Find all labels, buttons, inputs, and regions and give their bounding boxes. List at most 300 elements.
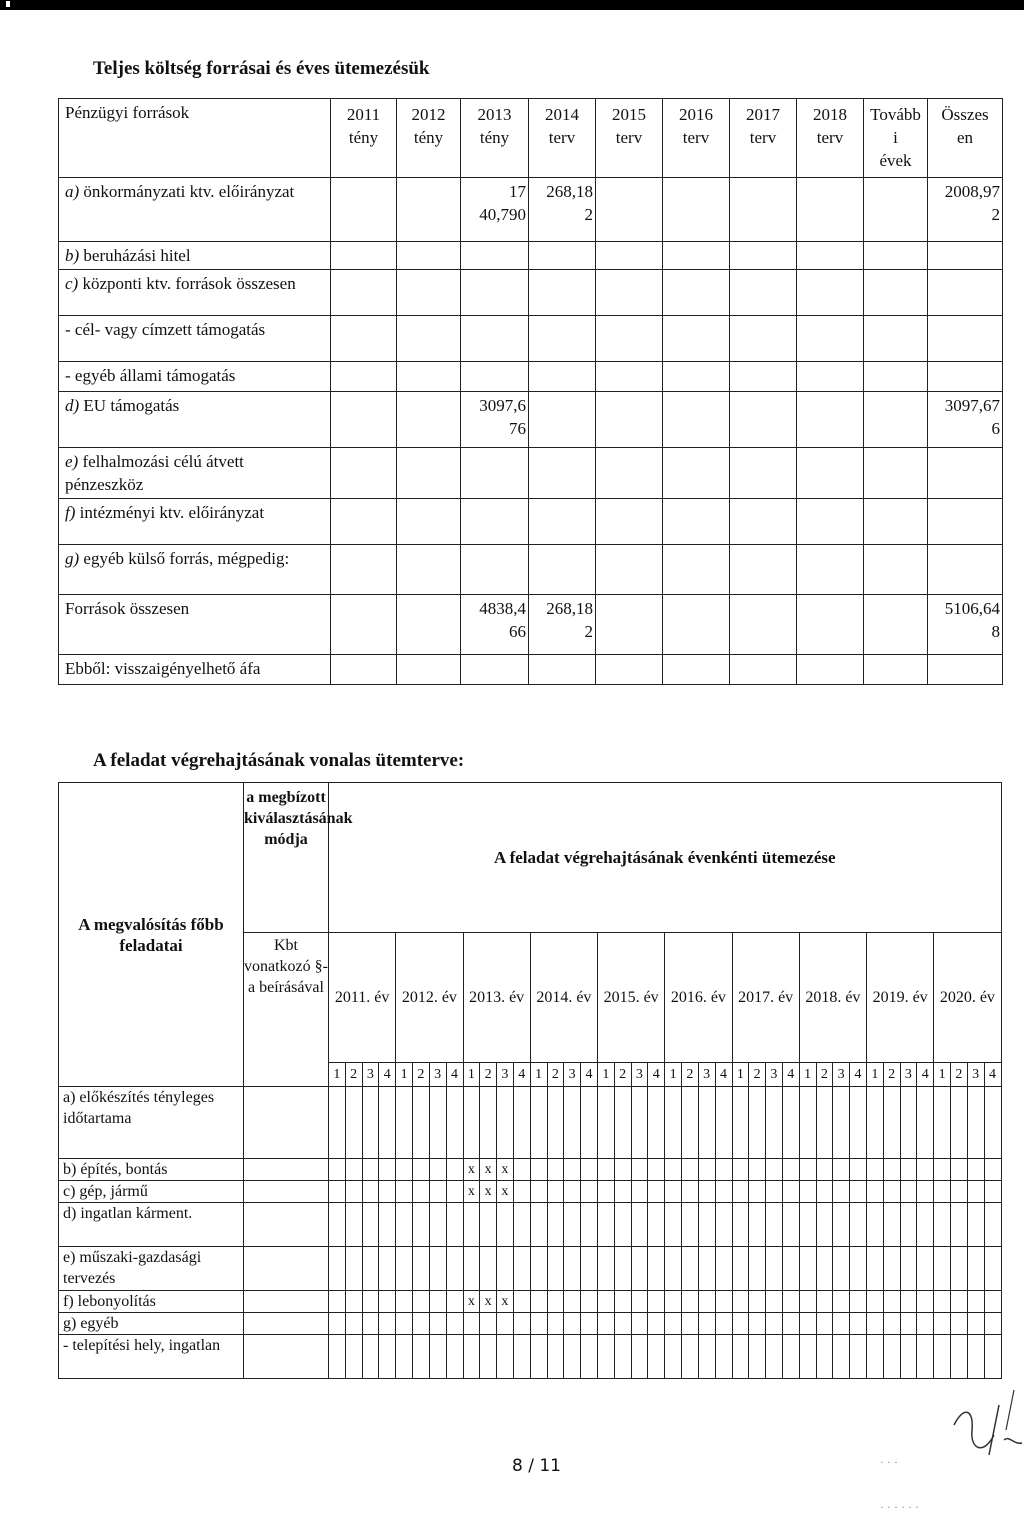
schedule-cell [682,1247,699,1291]
value-cell [331,595,397,655]
schedule-cell [379,1247,396,1291]
schedule-cell [530,1247,547,1291]
schedule-mark: x [463,1291,480,1313]
schedule-cell [362,1181,379,1203]
source-label: d) EU támogatás [59,392,331,448]
value-cell [596,362,663,392]
schedule-cell [648,1181,665,1203]
schedule-cell [547,1291,564,1313]
signature-mark [944,1385,1024,1465]
value-cell [331,499,397,545]
task-row [59,1203,1002,1247]
value-cell [663,545,730,595]
value-cell [797,499,864,545]
schedule-cell [446,1335,463,1379]
value-cell [663,316,730,362]
schedule-cell [782,1335,799,1379]
quarter-cell: 4 [917,1063,934,1087]
schedule-cell [581,1159,598,1181]
schedule-cell [463,1087,480,1159]
year-header-cell: 2015 terv [596,99,663,178]
value-cell [529,242,596,270]
schedule-cell [984,1159,1001,1181]
schedule-cell [934,1181,951,1203]
value-cell [663,448,730,499]
schedule-cell [345,1159,362,1181]
schedule-cell [867,1181,884,1203]
schedule-cell [883,1335,900,1379]
source-row [59,242,1003,270]
schedule-cell [850,1087,867,1159]
schedule-cell [850,1313,867,1335]
schedule-cell [581,1335,598,1379]
quarter-cell: 2 [951,1063,968,1087]
schedule-cell [497,1087,514,1159]
schedule-cell [698,1159,715,1181]
schedule-cell [530,1087,547,1159]
quarter-cell: 3 [766,1063,783,1087]
schedule-cell [682,1335,699,1379]
schedule-cell [396,1159,413,1181]
schedule-cell [362,1159,379,1181]
value-cell [864,392,928,448]
schedule-cell [850,1159,867,1181]
year-header-cell: 2016 terv [663,99,730,178]
schedule-cell [766,1087,783,1159]
schedule-cell [833,1247,850,1291]
schedule-cell [967,1203,984,1247]
schedule-cell [715,1181,732,1203]
value-cell [797,655,864,685]
value-cell [797,595,864,655]
value-cell [461,499,529,545]
schedule-cell [513,1087,530,1159]
source-row [59,316,1003,362]
schedule-cell [782,1247,799,1291]
schedule-cell [715,1247,732,1291]
value-cell [331,545,397,595]
schedule-cell [345,1181,362,1203]
schedule-cell [530,1203,547,1247]
quarter-cell: 3 [631,1063,648,1087]
quarter-cell: 3 [497,1063,514,1087]
value-cell [397,270,461,316]
value-cell: 268,18 2 [529,178,596,242]
schedule-cell [984,1181,1001,1203]
schedule-cell [598,1247,615,1291]
value-cell: 2008,97 2 [928,178,1003,242]
schedule-cell [883,1181,900,1203]
schedule-cell [429,1313,446,1335]
schedule-cell [833,1181,850,1203]
quarter-cell: 4 [379,1063,396,1087]
schedule-cell [497,1203,514,1247]
value-cell [663,270,730,316]
schedule-cell [799,1203,816,1247]
kbt-header: Kbt vonatkozó §-a beírásával [244,933,329,1087]
schedule-cell [530,1159,547,1181]
value-cell [663,362,730,392]
task-row [59,1291,1002,1313]
schedule-cell [329,1087,346,1159]
schedule-cell [951,1203,968,1247]
task-mode-cell [244,1313,329,1335]
schedule-cell [816,1159,833,1181]
schedule-cell [833,1335,850,1379]
schedule-cell [345,1335,362,1379]
schedule-cell [413,1087,430,1159]
schedule-mark: x [480,1181,497,1203]
quarter-cell: 2 [614,1063,631,1087]
value-cell [663,595,730,655]
sources-title: Teljes költség forrásai és éves ütemezésük [93,58,430,79]
value-cell [397,545,461,595]
task-row [59,1247,1002,1291]
schedule-mark: x [497,1159,514,1181]
schedule-cell [917,1087,934,1159]
value-cell [529,545,596,595]
schedule-cell [867,1313,884,1335]
schedule-cell [648,1159,665,1181]
schedule-cell [547,1203,564,1247]
schedule-cell [732,1291,749,1313]
schedule-cell [917,1313,934,1335]
value-cell [730,242,797,270]
schedule-mark: x [480,1159,497,1181]
quarter-cell: 3 [698,1063,715,1087]
schedule-cell [429,1291,446,1313]
schedule-cell [413,1181,430,1203]
year-cell: 2017. év [732,933,799,1063]
schedule-cell [665,1181,682,1203]
schedule-title: A feladat végrehajtásának vonalas ütemterve: [93,750,465,771]
schedule-cell [648,1203,665,1247]
schedule-cell [513,1159,530,1181]
schedule-cell [665,1203,682,1247]
source-row [59,178,1003,242]
schedule-cell [867,1291,884,1313]
schedule-cell [463,1203,480,1247]
schedule-cell [951,1291,968,1313]
value-cell [331,448,397,499]
schedule-cell [513,1203,530,1247]
task-label: e) műszaki-gazdasági tervezés [59,1247,244,1291]
schedule-cell [446,1087,463,1159]
value-cell [397,595,461,655]
task-label: g) egyéb [59,1313,244,1335]
schedule-cell [715,1159,732,1181]
schedule-cell [614,1335,631,1379]
schedule-cell [379,1087,396,1159]
schedule-cell [614,1313,631,1335]
schedule-cell [530,1181,547,1203]
schedule-cell [917,1159,934,1181]
schedule-cell [564,1181,581,1203]
value-cell [331,270,397,316]
source-label: e) felhalmozási célú átvett pénzeszköz [59,448,331,499]
task-row [59,1313,1002,1335]
schedule-cell [867,1247,884,1291]
schedule-cell [429,1203,446,1247]
value-cell [663,242,730,270]
schedule-cell [564,1313,581,1335]
schedule-cell [715,1291,732,1313]
schedule-cell [984,1203,1001,1247]
schedule-cell [799,1291,816,1313]
schedule-cell [732,1335,749,1379]
quarter-cell: 2 [480,1063,497,1087]
schedule-mark: x [497,1181,514,1203]
decorative-dots: · · · [880,1455,898,1469]
value-cell [797,545,864,595]
corner-mark [6,1,10,7]
task-mode-cell [244,1291,329,1313]
quarter-cell: 4 [984,1063,1001,1087]
value-cell [461,242,529,270]
value-cell: 4838,4 66 [461,595,529,655]
schedule-cell [396,1181,413,1203]
schedule-cell [446,1247,463,1291]
schedule-cell [631,1313,648,1335]
task-row [59,1181,1002,1203]
year-header-cell: 2017 terv [730,99,797,178]
value-cell [529,392,596,448]
schedule-cell [429,1159,446,1181]
quarter-cell: 3 [429,1063,446,1087]
value-cell [864,545,928,595]
quarter-cell: 4 [446,1063,463,1087]
value-cell [928,499,1003,545]
schedule-cell [480,1087,497,1159]
schedule-cell [413,1159,430,1181]
schedule-cell [497,1313,514,1335]
value-cell [397,362,461,392]
schedule-cell [850,1181,867,1203]
schedule-cell [480,1203,497,1247]
value-cell [596,242,663,270]
schedule-header-row [59,783,1002,933]
schedule-cell [429,1181,446,1203]
schedule-cell [480,1247,497,1291]
schedule-cell [329,1291,346,1313]
value-cell [397,242,461,270]
value-cell [461,316,529,362]
schedule-cell [329,1313,346,1335]
schedule-cell [379,1291,396,1313]
value-cell [730,655,797,685]
schedule-cell [799,1247,816,1291]
header-label: Pénzügyi források [59,99,331,178]
schedule-cell [614,1087,631,1159]
value-cell [331,362,397,392]
quarter-cell: 4 [782,1063,799,1087]
schedule-cell [379,1203,396,1247]
schedule-cell [329,1335,346,1379]
schedule-cell [833,1291,850,1313]
value-cell [461,545,529,595]
schedule-cell [396,1203,413,1247]
value-cell [928,655,1003,685]
value-cell [663,499,730,545]
schedule-cell [631,1203,648,1247]
schedule-cell [648,1247,665,1291]
schedule-cell [984,1335,1001,1379]
source-row [59,362,1003,392]
schedule-cell [463,1247,480,1291]
source-row [59,392,1003,448]
schedule-cell [732,1203,749,1247]
schedule-cell [547,1159,564,1181]
quarter-cell: 1 [329,1063,346,1087]
quarter-cell: 3 [362,1063,379,1087]
top-black-band [0,0,1024,10]
schedule-cell [951,1335,968,1379]
schedule-cell [833,1313,850,1335]
schedule-cell [614,1203,631,1247]
quarter-cell: 1 [934,1063,951,1087]
schedule-cell [429,1247,446,1291]
value-cell [730,545,797,595]
value-cell [529,270,596,316]
schedule-cell [598,1181,615,1203]
value-cell [797,448,864,499]
schedule-cell [715,1335,732,1379]
schedule-cell [850,1203,867,1247]
quarter-cell: 2 [816,1063,833,1087]
schedule-cell [362,1203,379,1247]
value-cell [663,178,730,242]
value-cell [461,655,529,685]
schedule-cell [917,1203,934,1247]
value-cell [461,448,529,499]
schedule-cell [799,1335,816,1379]
schedule-cell [917,1247,934,1291]
schedule-cell [732,1313,749,1335]
schedule-cell [732,1159,749,1181]
value-cell [797,178,864,242]
year-cell: 2011. év [329,933,396,1063]
schedule-cell [648,1087,665,1159]
schedule-cell [749,1159,766,1181]
schedule-cell [497,1247,514,1291]
value-cell [730,448,797,499]
schedule-cell [581,1087,598,1159]
schedule-cell [429,1335,446,1379]
schedule-cell [816,1203,833,1247]
schedule-cell [967,1159,984,1181]
schedule-cell [598,1291,615,1313]
value-cell [797,392,864,448]
schedule-cell [564,1335,581,1379]
schedule-cell [867,1087,884,1159]
schedule-cell [463,1335,480,1379]
schedule-cell [480,1335,497,1379]
value-cell [797,316,864,362]
schedule-cell [513,1181,530,1203]
schedule-cell [665,1291,682,1313]
value-cell [529,499,596,545]
schedule-cell [984,1313,1001,1335]
value-cell [730,499,797,545]
task-label: d) ingatlan kárment. [59,1203,244,1247]
value-cell [529,316,596,362]
schedule-cell [581,1203,598,1247]
year-header-cell: 2013 tény [461,99,529,178]
quarter-cell: 1 [867,1063,884,1087]
schedule-cell [782,1313,799,1335]
quarter-cell: 1 [799,1063,816,1087]
schedule-cell [984,1087,1001,1159]
schedule-cell [345,1203,362,1247]
source-row [59,448,1003,499]
schedule-cell [850,1335,867,1379]
value-cell [864,595,928,655]
schedule-cell [715,1087,732,1159]
schedule-cell [698,1247,715,1291]
year-header-cell: 2012 tény [397,99,461,178]
schedule-cell [648,1335,665,1379]
value-cell [928,316,1003,362]
schedule-cell [883,1313,900,1335]
sources-header-row [59,99,1003,178]
schedule-cell [766,1291,783,1313]
schedule-cell [429,1087,446,1159]
schedule-cell [749,1203,766,1247]
value-cell [797,270,864,316]
year-cell: 2012. év [396,933,463,1063]
schedule-cell [867,1203,884,1247]
schedule-cell [967,1087,984,1159]
schedule-cell [614,1247,631,1291]
schedule-cell [513,1335,530,1379]
value-cell [864,316,928,362]
schedule-cell [867,1159,884,1181]
year-cell: 2020. év [934,933,1001,1063]
schedule-cell [967,1313,984,1335]
quarter-cell: 1 [665,1063,682,1087]
schedule-cell [564,1203,581,1247]
schedule-cell [413,1335,430,1379]
quarter-cell: 3 [900,1063,917,1087]
schedule-cell [345,1087,362,1159]
value-cell [864,362,928,392]
source-row [59,595,1003,655]
schedule-cell [934,1313,951,1335]
source-row [59,655,1003,685]
value-cell [928,362,1003,392]
schedule-cell [581,1313,598,1335]
quarter-cell: 1 [530,1063,547,1087]
schedule-mark: x [463,1159,480,1181]
schedule-cell [329,1159,346,1181]
schedule-cell [766,1313,783,1335]
schedule-cell [917,1181,934,1203]
schedule-cell [413,1203,430,1247]
task-mode-cell [244,1159,329,1181]
schedule-cell [984,1247,1001,1291]
schedule-cell [530,1313,547,1335]
quarter-cell: 4 [648,1063,665,1087]
schedule-cell [749,1087,766,1159]
schedule-mark: x [480,1291,497,1313]
schedule-cell [816,1335,833,1379]
task-mode-cell [244,1087,329,1159]
value-cell [928,242,1003,270]
value-cell [663,655,730,685]
schedule-cell [345,1247,362,1291]
year-cell: 2019. év [867,933,934,1063]
value-cell [730,362,797,392]
